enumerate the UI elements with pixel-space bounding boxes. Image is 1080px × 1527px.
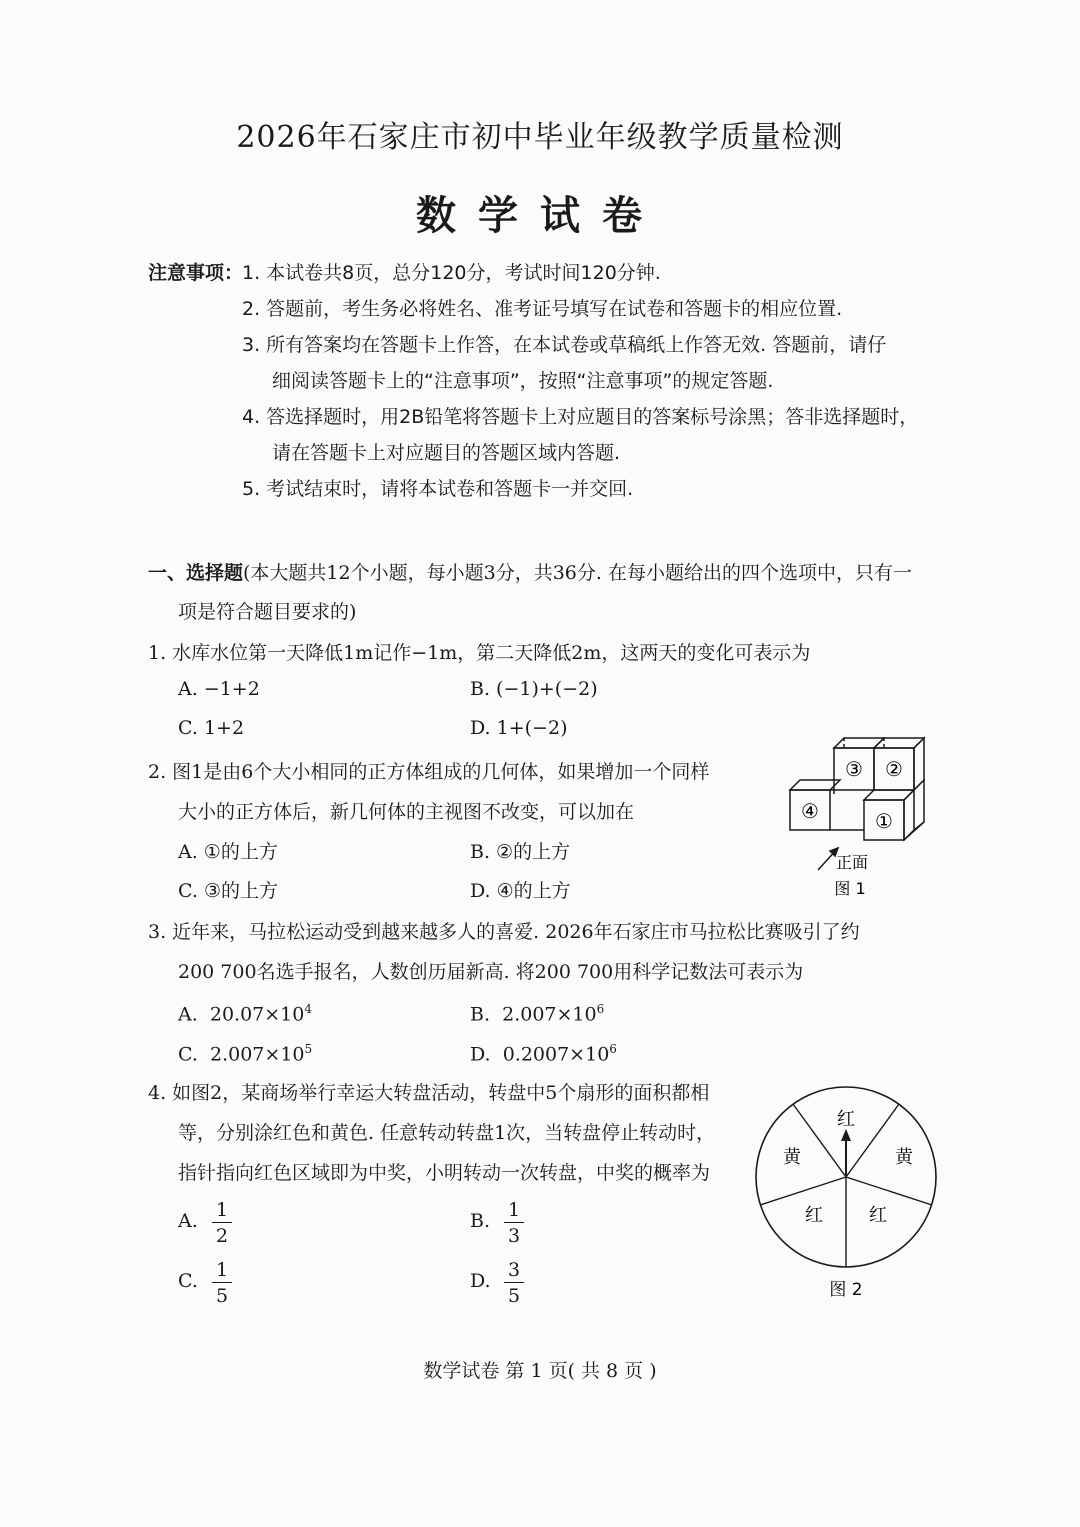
q3-b-base: 2.007×10 [502, 1003, 597, 1026]
q4-a-den: 2 [215, 1225, 229, 1247]
q3-b-exp: 6 [596, 1002, 605, 1016]
figure-1-cubes [780, 730, 940, 905]
notice-item: 4. 答选择题时，用2B铅笔将答题卡上对应题目的答案标号涂黑；答非选择题时， [242, 406, 919, 428]
q4-option-c-fraction [212, 1258, 232, 1309]
q2-stem-2: 大小的正方体后，新几何体的主视图不改变，可以加在 [178, 801, 635, 823]
q4-c-label: C. [178, 1270, 198, 1292]
sector-yellow-left: 黄 [783, 1147, 801, 1168]
front-label: 正面 [836, 853, 869, 872]
q2-option-d: D. ④的上方 [470, 880, 571, 902]
section-heading [148, 558, 912, 585]
q4-d-num: 3 [504, 1258, 524, 1283]
q3-c-label: C. [178, 1043, 198, 1066]
q4-b-den: 3 [507, 1225, 521, 1247]
notice-item: 1. 本试卷共8页，总分120分，考试时间120分钟. [242, 262, 661, 284]
section-desc: (本大题共12个小题，每小题3分，共36分. 在每小题给出的四个选项中，只有一 [243, 562, 912, 584]
q4-stem-3: 指针指向红色区域即为中奖，小明转动一次转盘，中奖的概率为 [178, 1162, 711, 1184]
q4-option-a-fraction [212, 1198, 232, 1249]
q4-c-den: 5 [215, 1285, 229, 1307]
notice-item: 2. 答题前，考生务必将姓名、准考证号填写在试卷和答题卡的相应位置. [242, 298, 843, 320]
q3-option-a [178, 1002, 312, 1025]
notice-item: 3. 所有答案均在答题卡上作答，在本试卷或草稿纸上作答无效. 答题前，请仔 [242, 334, 887, 356]
figure-2-spinner [750, 1085, 946, 1305]
sector-red-top: 红 [837, 1109, 855, 1130]
q3-option-d [470, 1042, 617, 1065]
q2-option-c: C. ③的上方 [178, 880, 278, 902]
q4-d-label: D. [470, 1270, 491, 1292]
q3-d-label: D. [470, 1043, 491, 1066]
notice-item: 细阅读答题卡上的“注意事项”，按照“注意事项”的规定答题. [272, 370, 774, 392]
q1-option-b: B. (−1)+(−2) [470, 678, 598, 700]
sector-red-bottom-right: 红 [869, 1205, 887, 1226]
pointer-arrow-icon [841, 1129, 851, 1141]
cube-label-2: ② [885, 757, 903, 781]
cube-label-4: ④ [801, 799, 819, 823]
notice-label: 注意事项： [148, 262, 244, 284]
q4-c-num: 1 [212, 1258, 232, 1283]
cube-label-1: ① [875, 809, 893, 833]
sector-red-bottom-left: 红 [805, 1205, 823, 1226]
q3-c-base: 2.007×10 [210, 1043, 305, 1066]
q2-stem-1: 2. 图1是由6个大小相同的正方体组成的几何体，如果增加一个同样 [148, 761, 710, 783]
q3-a-base: 20.07×10 [209, 1003, 305, 1026]
q4-b-label: B. [470, 1210, 491, 1232]
q4-d-den: 5 [507, 1285, 521, 1307]
q4-a-label: A. [178, 1210, 198, 1232]
q3-stem-1: 3. 近年来，马拉松运动受到越来越多人的喜爱. 2026年石家庄市马拉松比赛吸引了约 [148, 921, 860, 943]
section-heading-label: 一、选择题 [148, 562, 244, 584]
figure-1-caption: 图 1 [834, 879, 866, 898]
q1-option-c: C. 1+2 [178, 717, 245, 739]
q1-stem: 1. 水库水位第一天降低1m记作−1m，第二天降低2m，这两天的变化可表示为 [148, 642, 811, 664]
q3-d-base: 0.2007×10 [502, 1043, 610, 1066]
q3-a-exp: 4 [304, 1002, 312, 1016]
q3-stem-2: 200 700名选手报名，人数创历届新高. 将200 700用科学记数法可表示为 [178, 961, 804, 983]
page-footer: 数学试卷 第 1 页( 共 8 页 ) [423, 1360, 657, 1382]
q4-option-b-fraction [504, 1198, 524, 1249]
q2-option-b: B. ②的上方 [470, 841, 571, 863]
q3-a-label: A. [178, 1003, 198, 1026]
q4-a-num: 1 [212, 1198, 232, 1223]
notice-item: 请在答题卡上对应题目的答题区域内答题. [272, 442, 621, 464]
q2-option-a: A. ①的上方 [178, 841, 278, 863]
notice-item: 5. 考试结束时，请将本试卷和答题卡一并交回. [242, 478, 634, 500]
q1-option-d: D. 1+(−2) [470, 717, 568, 739]
q3-c-exp: 5 [304, 1042, 313, 1056]
q3-option-c [178, 1042, 312, 1065]
exam-title: 2026年石家庄市初中毕业年级教学质量检测 [236, 120, 844, 155]
q4-b-num: 1 [504, 1198, 524, 1223]
cube-label-3: ③ [845, 757, 863, 781]
sector-yellow-right: 黄 [895, 1147, 913, 1168]
q4-option-d-fraction [504, 1258, 524, 1309]
q1-option-a: A. −1+2 [178, 678, 260, 700]
exam-subtitle: 数学试卷 [416, 193, 664, 239]
figure-2-caption: 图 2 [829, 1280, 863, 1300]
q4-stem-1: 4. 如图2，某商场举行幸运大转盘活动，转盘中5个扇形的面积都相 [148, 1082, 710, 1104]
q3-option-b [470, 1002, 604, 1025]
q3-d-exp: 6 [609, 1042, 617, 1056]
q4-stem-2: 等，分别涂红色和黄色. 任意转动转盘1次，当转盘停止转动时， [178, 1122, 716, 1144]
q3-b-label: B. [470, 1003, 491, 1026]
section-desc-2: 项是符合题目要求的) [178, 601, 357, 623]
